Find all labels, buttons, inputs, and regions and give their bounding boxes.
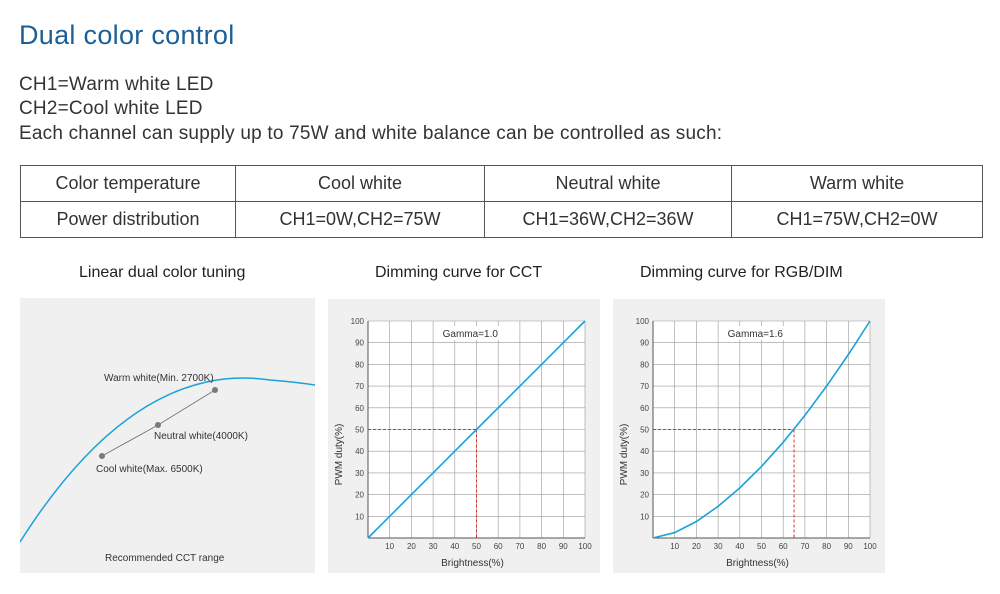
x-tick-label: 90 xyxy=(558,542,568,551)
neutral-white-point xyxy=(155,422,161,428)
y-tick-label: 90 xyxy=(640,338,649,348)
table-header-cell: Cool white xyxy=(236,166,485,202)
table-cell: CH1=0W,CH2=75W xyxy=(236,202,485,238)
tuning-panel xyxy=(20,298,315,573)
cct-locus-curve xyxy=(20,378,315,542)
x-tick-label: 40 xyxy=(735,542,745,551)
table-cell: CH1=75W,CH2=0W xyxy=(732,202,983,238)
x-tick-label: 20 xyxy=(406,542,416,551)
x-tick-label: 40 xyxy=(450,542,460,551)
x-axis-label: Brightness(%) xyxy=(726,558,789,569)
x-tick-label: 80 xyxy=(537,542,547,551)
x-tick-label: 20 xyxy=(691,542,701,551)
y-axis-label: PWM duty(%) xyxy=(619,423,630,486)
y-axis-label: PWM duty(%) xyxy=(334,423,345,486)
x-tick-label: 60 xyxy=(493,542,503,551)
table-header-cell: Neutral white xyxy=(485,166,732,202)
x-tick-label: 10 xyxy=(385,542,395,551)
x-tick-label: 30 xyxy=(428,542,438,551)
y-tick-label: 10 xyxy=(355,512,364,522)
y-tick-label: 30 xyxy=(355,468,364,478)
table-row xyxy=(21,166,983,202)
y-tick-label: 80 xyxy=(640,360,649,370)
cct-dimming-chart xyxy=(328,299,600,573)
y-tick-label: 60 xyxy=(640,403,649,413)
intro-line-1: CH1=Warm white LED xyxy=(19,74,214,95)
intro-line-3: Each channel can supply up to 75W and white balance can be controlled as such: xyxy=(19,123,723,144)
y-tick-label: 40 xyxy=(640,447,649,457)
table-header-cell: Color temperature xyxy=(21,166,236,202)
rgb-dimming-chart xyxy=(613,299,885,573)
y-tick-label: 50 xyxy=(355,425,364,435)
cool-white-point xyxy=(99,453,105,459)
rgb-chart-title: Dimming curve for RGB/DIM xyxy=(640,264,843,281)
y-tick-label: 90 xyxy=(355,338,364,348)
cct-dimming-chart-panel xyxy=(328,299,600,573)
intro-line-2: CH2=Cool white LED xyxy=(19,98,203,119)
x-axis-label: Brightness(%) xyxy=(441,558,504,569)
table-cell: CH1=36W,CH2=36W xyxy=(485,202,732,238)
power-distribution-table xyxy=(20,165,983,238)
cct-range-label: Recommended CCT range xyxy=(105,553,225,564)
x-tick-label: 100 xyxy=(863,542,877,551)
warm-white-point xyxy=(212,387,218,393)
y-tick-label: 80 xyxy=(355,360,364,370)
x-tick-label: 100 xyxy=(578,542,592,551)
x-tick-label: 70 xyxy=(515,542,525,551)
x-tick-label: 50 xyxy=(757,542,766,551)
rgb-dimming-chart-panel xyxy=(613,299,885,573)
cct-chart-title: Dimming curve for CCT xyxy=(375,264,543,281)
y-tick-label: 70 xyxy=(640,382,649,392)
gamma-annotation: Gamma=1.6 xyxy=(727,329,783,340)
table-header-cell: Warm white xyxy=(732,166,983,202)
x-tick-label: 80 xyxy=(822,542,832,551)
y-tick-label: 70 xyxy=(355,382,364,392)
x-tick-label: 90 xyxy=(843,542,853,551)
gamma-annotation: Gamma=1.0 xyxy=(442,329,498,340)
tuning-figure-title: Linear dual color tuning xyxy=(79,264,246,281)
x-tick-label: 30 xyxy=(713,542,723,551)
y-tick-label: 100 xyxy=(350,317,364,326)
y-tick-label: 40 xyxy=(355,447,364,457)
y-tick-label: 20 xyxy=(640,490,649,500)
table-cell: Power distribution xyxy=(21,202,236,238)
x-tick-label: 50 xyxy=(472,542,481,551)
x-tick-label: 70 xyxy=(800,542,810,551)
y-tick-label: 30 xyxy=(640,468,649,478)
warm-white-label: Warm white(Min. 2700K) xyxy=(104,373,214,384)
y-tick-label: 50 xyxy=(640,425,649,435)
neutral-white-label: Neutral white(4000K) xyxy=(154,431,248,442)
y-tick-label: 60 xyxy=(355,403,364,413)
x-tick-label: 10 xyxy=(670,542,680,551)
y-tick-label: 100 xyxy=(635,317,649,326)
table-row xyxy=(21,202,983,238)
cool-to-neutral-line xyxy=(102,425,158,456)
x-tick-label: 60 xyxy=(778,542,788,551)
cool-white-label: Cool white(Max. 6500K) xyxy=(96,464,203,475)
y-tick-label: 10 xyxy=(640,512,649,522)
y-tick-label: 20 xyxy=(355,490,364,500)
page-title: Dual color control xyxy=(19,20,235,50)
tuning-diagram xyxy=(20,298,315,573)
